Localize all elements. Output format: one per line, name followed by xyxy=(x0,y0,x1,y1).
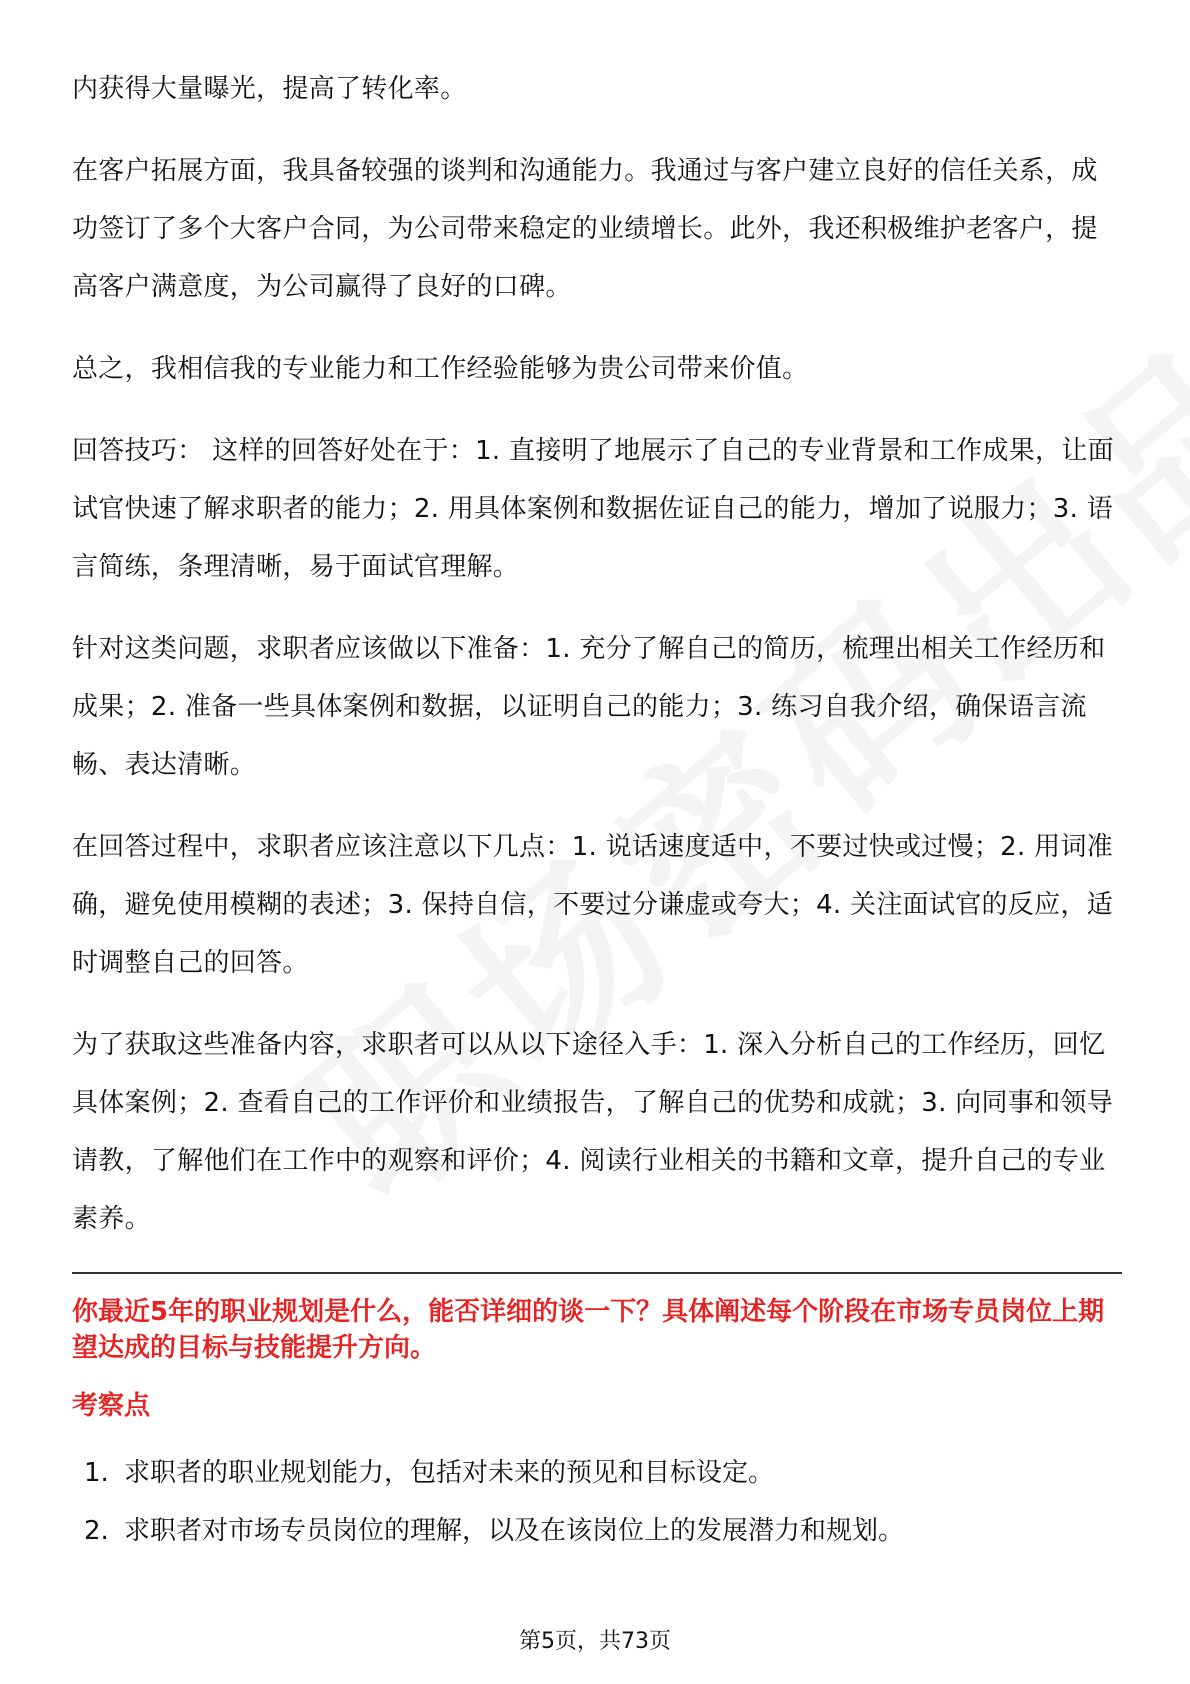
paragraph: 总之，我相信我的专业能力和工作经验能够为贵公司带来价值。 xyxy=(72,354,809,384)
paragraph: 在回答过程中，求职者应该注意以下几点：1. 说话速度适中，不要过快或过慢；2. 用词准确，避免使用模糊的表述；3. 保持自信，不要过分谦虚或夸大；4. 关注面试官的反应，适时调整自己的回答。 xyxy=(72,832,1114,978)
document-content xyxy=(72,60,1122,1560)
paragraph: 回答技巧： 这样的回答好处在于：1. 直接明了地展示了自己的专业背景和工作成果，让面试官快速了解求职者的能力；2. 用具体案例和数据佐证自己的能力，增加了说服力；3. 语言简练，条理清晰，易于面试官理解。 xyxy=(72,436,1114,582)
paragraph: 在客户拓展方面，我具备较强的谈判和沟通能力。我通过与客户建立良好的信任关系，成功签订了多个大客户合同，为公司带来稳定的业绩增长。此外，我还积极维护老客户，提高客户满意度，为公司赢得了良好的口碑。 xyxy=(72,156,1098,302)
section-heading: 考察点 xyxy=(72,1391,151,1421)
page-footer: 第5页，共73页 xyxy=(519,1629,671,1654)
list-item-number: 1. xyxy=(84,1458,109,1488)
assessment-points-list xyxy=(72,1444,1122,1560)
list-item-text: 求职者的职业规划能力，包括对未来的预见和目标设定。 xyxy=(124,1458,775,1488)
paragraph: 内获得大量曝光，提高了转化率。 xyxy=(72,74,467,104)
list-item-number: 2. xyxy=(84,1516,109,1546)
interview-question: 你最近5年的职业规划是什么，能否详细的谈一下？具体阐述每个阶段在市场专员岗位上期望达成的目标与技能提升方向。 xyxy=(72,1297,1105,1363)
paragraph: 为了获取这些准备内容，求职者可以从以下途径入手：1. 深入分析自己的工作经历，回忆具体案例；2. 查看自己的工作评价和业绩报告，了解自己的优势和成就；3. 向同事和领导请教，了解他们在工作中的观察和评价；4. 阅读行业相关的书籍和文章，提升自己的专业素养。 xyxy=(72,1030,1114,1234)
list-item xyxy=(84,1444,1122,1502)
list-item xyxy=(84,1502,1122,1560)
section-divider xyxy=(72,1272,1122,1274)
list-item-text: 求职者对市场专员岗位的理解，以及在该岗位上的发展潜力和规划。 xyxy=(124,1516,905,1546)
paragraph: 针对这类问题，求职者应该做以下准备：1. 充分了解自己的简历，梳理出相关工作经历和成果；2. 准备一些具体案例和数据，以证明自己的能力；3. 练习自我介绍，确保语言流畅、表达清晰。 xyxy=(72,634,1106,780)
